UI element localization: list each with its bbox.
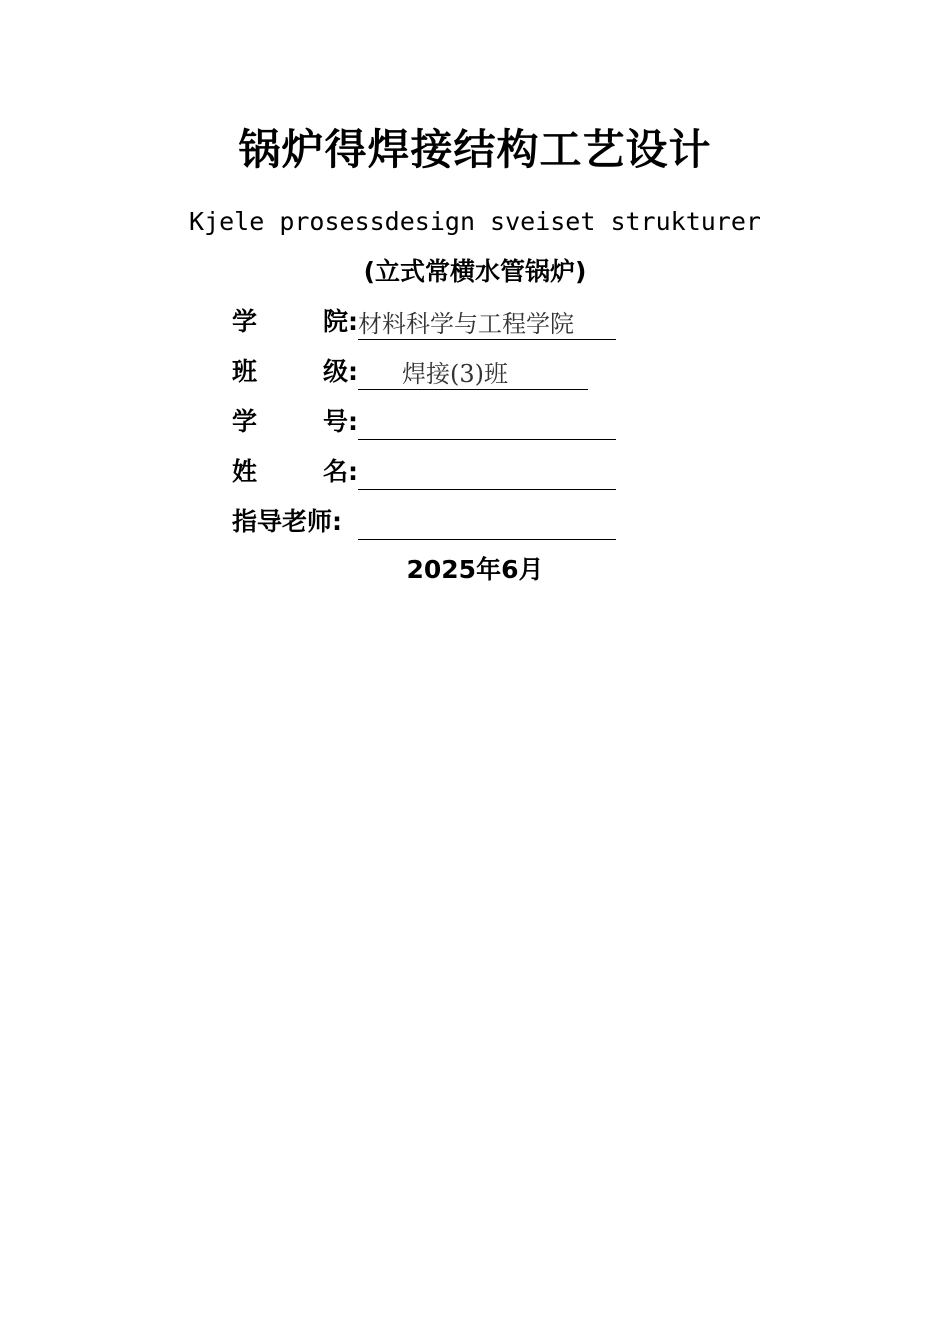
subtitle-chinese: (立式常横水管锅炉) [363, 257, 587, 286]
field-student-id [232, 400, 616, 440]
subtitle-english: Kjele prosessdesign sveiset strukturer [189, 207, 761, 236]
label-char-1: 班 [232, 357, 258, 386]
field-label [232, 454, 358, 490]
document-title: 锅炉得焊接结构工艺设计 [238, 125, 712, 174]
college-value: 材料科学与工程学院 [358, 308, 616, 340]
student-id-value [358, 408, 616, 440]
label-char-2: 院: [323, 307, 358, 336]
label-char-2: 级: [323, 357, 358, 386]
field-label [232, 304, 358, 340]
document-date: 2025年6月 [406, 555, 544, 584]
field-name [232, 450, 616, 490]
class-value: 焊接(3)班 [358, 358, 588, 390]
label-char-1: 姓 [232, 457, 258, 486]
label-char-1: 学 [232, 307, 258, 336]
advisor-label: 指导老师: [232, 507, 342, 536]
field-class [232, 350, 588, 390]
field-advisor [232, 500, 616, 540]
field-college [232, 300, 616, 340]
label-char-2: 名: [323, 457, 358, 486]
label-char-1: 学 [232, 407, 258, 436]
label-char-2: 号: [323, 407, 358, 436]
name-value [358, 458, 616, 490]
advisor-value [358, 508, 616, 540]
field-label [232, 354, 358, 390]
field-label [232, 504, 358, 540]
field-label [232, 404, 358, 440]
